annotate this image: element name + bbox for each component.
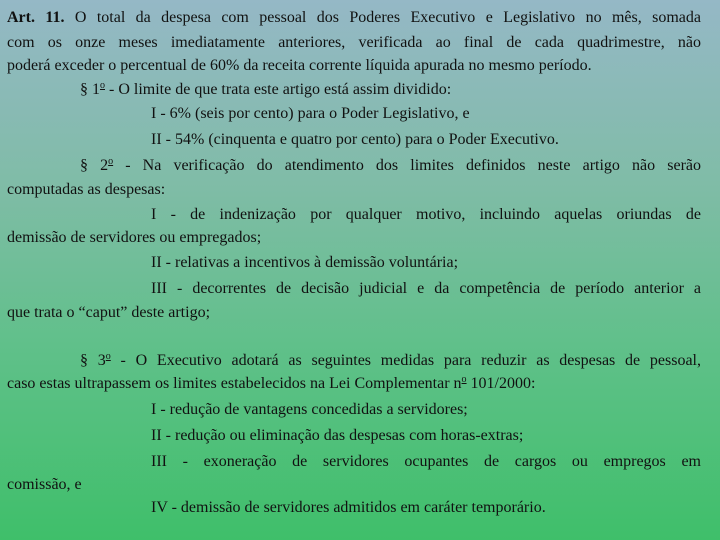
paragraph-3-item-1: I - redução de vantagens concedidas a servidores; — [151, 401, 468, 418]
article-label: Art. 11. — [7, 9, 65, 26]
paragraph-1-item-2: II - 54% (cinquenta e quatro por cento) para o Poder Executivo. — [151, 131, 559, 148]
paragraph-3-cont-ordinal: o — [461, 374, 467, 385]
paragraph-3-text: - O Executivo adotará as seguintes medidas para reduzir as despesas de pessoal, — [110, 352, 702, 369]
article-line-2: com os onze meses imediatamente anteriores, verificada ao final de cada quadrimestre, não — [7, 34, 701, 51]
paragraph-1-heading — [80, 80, 701, 100]
paragraph-3-heading — [80, 351, 701, 371]
paragraph-3-continuation — [7, 374, 701, 394]
paragraph-3-cont-b: 101/2000: — [466, 375, 536, 392]
paragraph-3-item-2: II - redução ou eliminação das despesas com horas-extras; — [151, 427, 524, 444]
paragraph-2-item-1a: I - de indenização por qualquer motivo, incluindo aquelas oriundas de — [151, 206, 701, 223]
paragraph-2-mark: § 2 — [80, 157, 109, 174]
paragraph-3-ordinal: o — [105, 351, 111, 362]
article-line-1 — [7, 8, 701, 28]
paragraph-2-text: - Na verificação do atendimento dos limites definidos neste artigo não serão — [113, 157, 702, 174]
paragraph-2-item-3a: III - decorrentes de decisão judicial e da competência de período anterior a — [151, 280, 701, 297]
paragraph-1-item-1: I - 6% (seis por cento) para o Poder Legislativo, e — [151, 105, 470, 122]
article-text-1: O total da despesa com pessoal dos Poderes Executivo e Legislativo no mês, somada — [74, 9, 702, 26]
article-line-3: poderá exceder o percentual de 60% da receita corrente líquida apurada no mesmo período. — [7, 57, 592, 74]
paragraph-2-heading — [80, 156, 701, 176]
paragraph-1-mark: § 1 — [80, 81, 100, 98]
paragraph-3-cont-a: caso estas ultrapassem os limites estabelecidos na Lei Complementar n — [7, 375, 462, 392]
paragraph-2-item-3b: que trata o “caput” deste artigo; — [7, 304, 211, 321]
paragraph-3-item-4: IV - demissão de servidores admitidos em caráter temporário. — [151, 499, 546, 516]
paragraph-1-text: - O limite de que trata este artigo está assim dividido: — [105, 81, 452, 98]
paragraph-3-mark: § 3 — [80, 352, 106, 369]
paragraph-1-ordinal: o — [100, 80, 105, 91]
paragraph-2-ordinal: o — [108, 156, 114, 167]
paragraph-2-item-2: II - relativas a incentivos à demissão voluntária; — [151, 254, 459, 271]
paragraph-2-continuation: computadas as despesas: — [7, 181, 166, 198]
paragraph-3-item-3a: III - exoneração de servidores ocupantes de cargos ou empregos em — [151, 453, 701, 470]
paragraph-3-item-3b: comissão, e — [7, 476, 82, 493]
paragraph-2-item-1b: demissão de servidores ou empregados; — [7, 229, 262, 246]
